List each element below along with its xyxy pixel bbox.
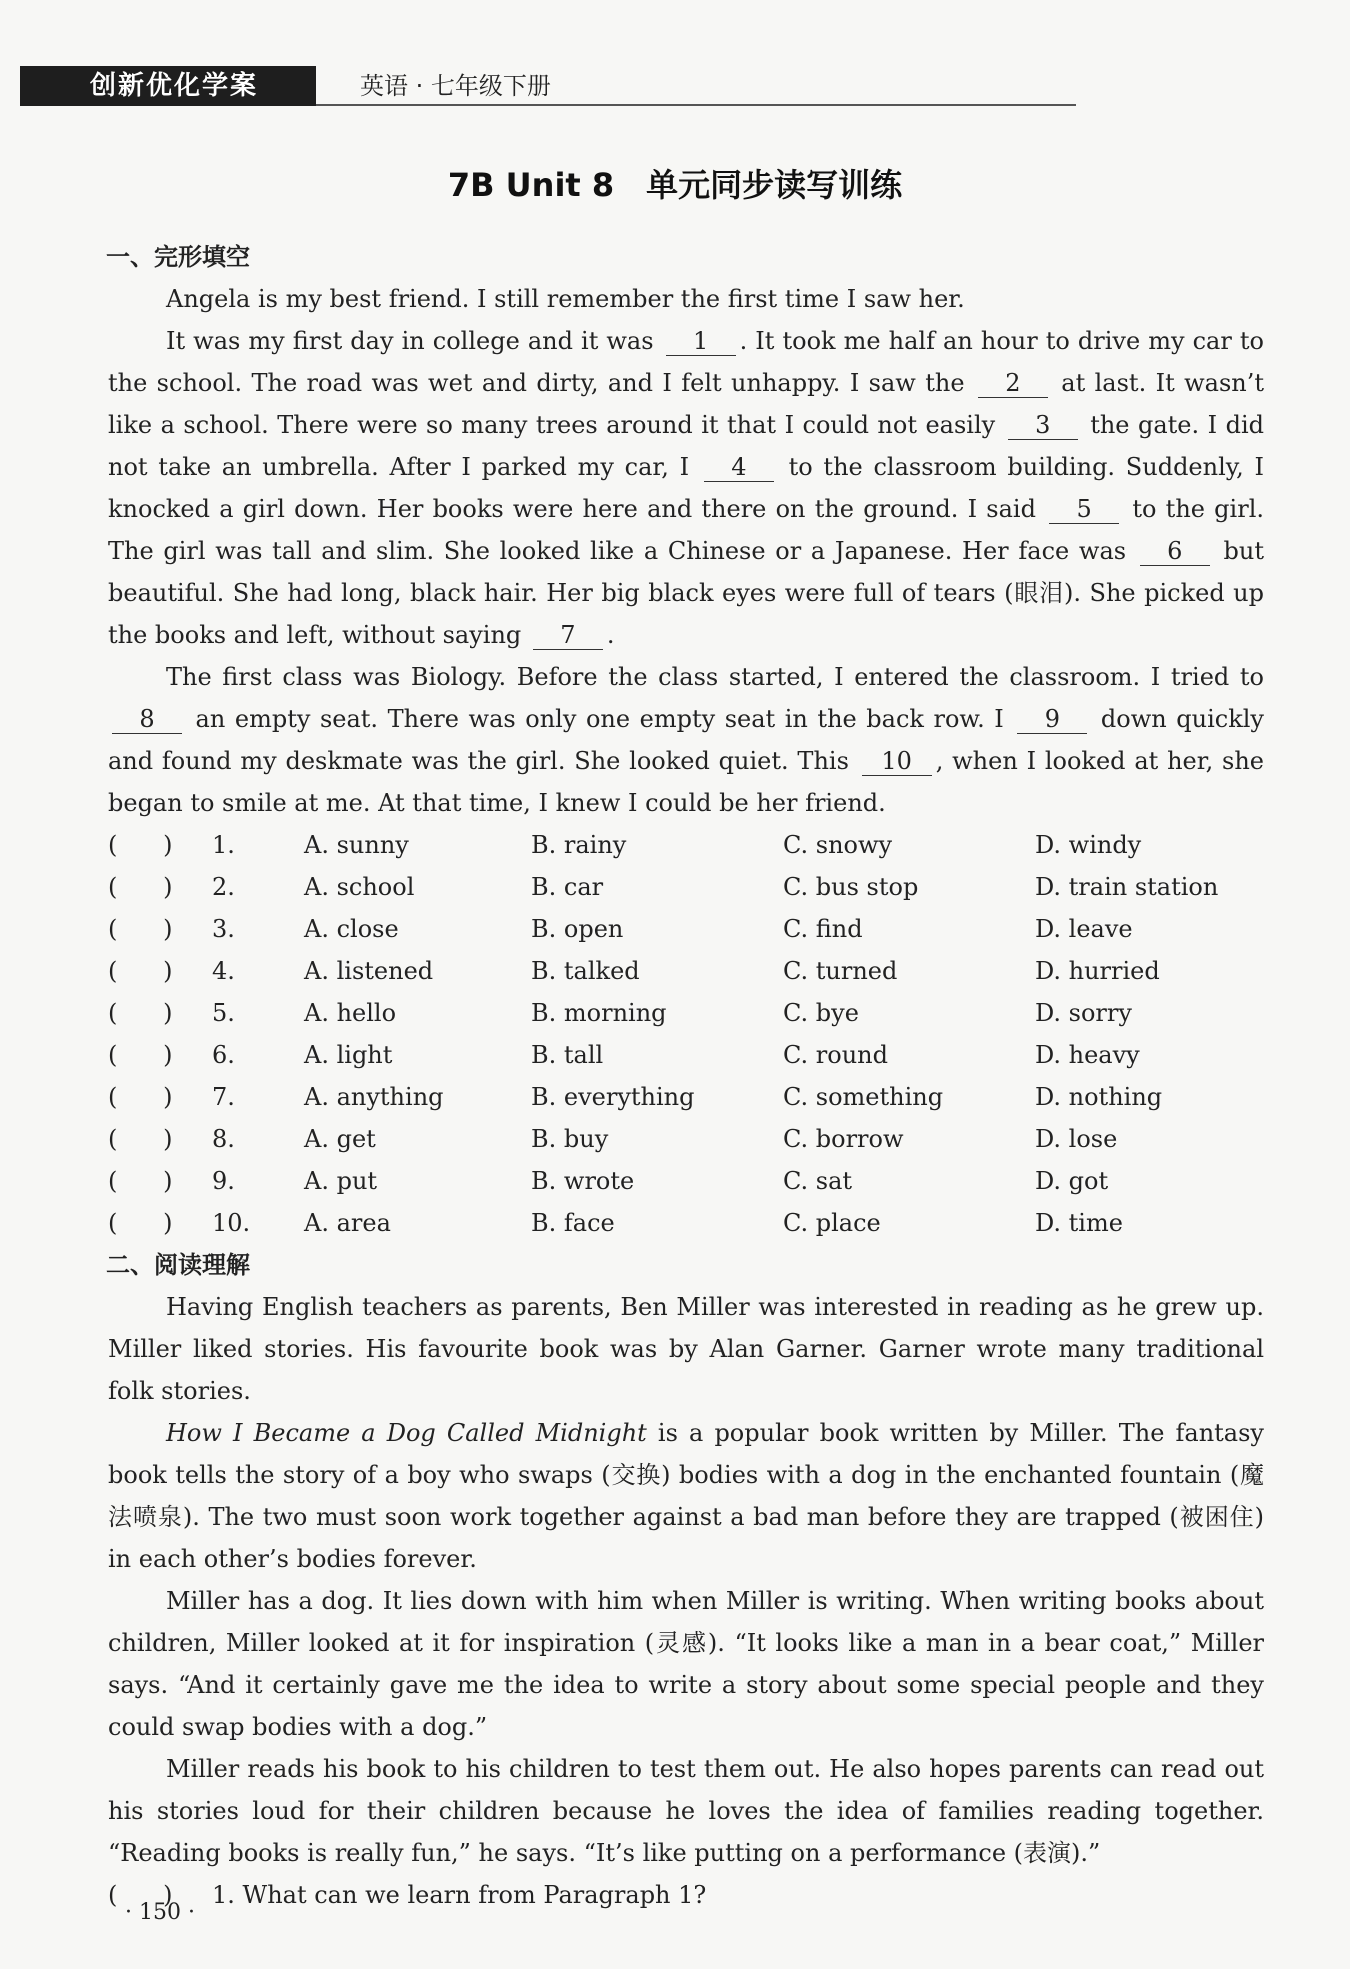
- option-c[interactable]: C. bus stop: [783, 873, 919, 901]
- option-b[interactable]: B. morning: [531, 999, 667, 1027]
- option-d[interactable]: D. sorry: [1035, 999, 1132, 1027]
- header-divider: [316, 104, 1076, 106]
- question-row: [108, 1034, 1264, 1076]
- text-segment: the gate. I did not take an umbrella. After I parked my car, I: [108, 411, 1265, 481]
- option-b[interactable]: B. buy: [531, 1125, 609, 1153]
- answer-bracket[interactable]: ( ): [108, 1125, 173, 1153]
- option-d[interactable]: D. nothing: [1035, 1083, 1163, 1111]
- option-c[interactable]: C. round: [783, 1041, 888, 1069]
- question-number: 10.: [212, 1209, 251, 1237]
- reading-paragraph-4: Miller reads his book to his children to test them out. He also hopes parents can read out his stories loud for their children because he loves the idea of families reading together. “Reading books is really fun,” he says. “It’s like putting on a performance (表演).”: [108, 1755, 1264, 1867]
- option-b[interactable]: B. everything: [531, 1083, 695, 1111]
- option-d[interactable]: D. heavy: [1035, 1041, 1140, 1069]
- text-segment: an empty seat. There was only one empty seat in the back row. I: [186, 705, 1014, 733]
- option-a[interactable]: A. light: [304, 1041, 393, 1069]
- option-a[interactable]: A. get: [304, 1125, 376, 1153]
- option-b[interactable]: B. wrote: [531, 1167, 635, 1195]
- answer-bracket[interactable]: ( ): [108, 1209, 173, 1237]
- cloze-questions: [108, 824, 1264, 1244]
- option-a[interactable]: A. listened: [304, 957, 434, 985]
- question-number: 8.: [212, 1125, 235, 1153]
- option-c[interactable]: C. something: [783, 1083, 944, 1111]
- option-c[interactable]: C. place: [783, 1209, 881, 1237]
- main-content: [108, 236, 1264, 1916]
- reading-paragraph-2: [108, 1412, 1264, 1580]
- option-a[interactable]: A. school: [304, 873, 415, 901]
- option-a[interactable]: A. anything: [304, 1083, 444, 1111]
- subject-label: 英语 · 七年级下册: [360, 72, 551, 100]
- blank-8[interactable]: 8: [112, 705, 182, 734]
- blank-4[interactable]: 4: [704, 453, 774, 482]
- text-segment: but beautiful. She had long, black hair. Her big black eyes were full of tears (眼泪). She picked up the books and left, without saying: [108, 537, 1264, 649]
- section-heading-cloze: 一、完形填空: [106, 243, 250, 271]
- reading-question-row: [108, 1874, 1264, 1916]
- question-number: 9.: [212, 1167, 235, 1195]
- text-segment: down quickly and found my deskmate was the girl. She looked quiet. This: [108, 705, 1264, 775]
- option-d[interactable]: D. train station: [1035, 873, 1219, 901]
- reading-paragraph-3: Miller has a dog. It lies down with him when Miller is writing. When writing books about children, Miller looked at it for inspiration (灵感). “It looks like a man in a bear coat,” Miller says. “And it certainly gave me the idea to write a story about some special people and they could swap bodies with a dog.”: [108, 1587, 1264, 1741]
- question-row: [108, 992, 1264, 1034]
- answer-bracket[interactable]: ( ): [108, 1083, 173, 1111]
- blank-2[interactable]: 2: [978, 369, 1048, 398]
- option-c[interactable]: C. turned: [783, 957, 898, 985]
- page-title: 7B Unit 8 单元同步读写训练: [447, 166, 903, 204]
- answer-bracket[interactable]: ( ): [108, 1881, 173, 1909]
- cloze-paragraph-2: [108, 320, 1264, 656]
- section-heading-reading: 二、阅读理解: [106, 1251, 250, 1279]
- option-b[interactable]: B. rainy: [531, 831, 627, 859]
- question-number: 4.: [212, 957, 235, 985]
- option-a[interactable]: A. close: [304, 915, 399, 943]
- option-d[interactable]: D. got: [1035, 1167, 1109, 1195]
- option-b[interactable]: B. car: [531, 873, 604, 901]
- option-c[interactable]: C. find: [783, 915, 863, 943]
- text-segment: to the classroom building. Suddenly, I knocked a girl down. Her books were here and there on the ground. I said: [108, 453, 1264, 523]
- question-row: [108, 866, 1264, 908]
- answer-bracket[interactable]: ( ): [108, 915, 173, 943]
- blank-9[interactable]: 9: [1017, 705, 1087, 734]
- question-row: [108, 1118, 1264, 1160]
- cloze-paragraph-3: [108, 656, 1264, 824]
- page-number: · 150 ·: [125, 1900, 195, 1925]
- option-b[interactable]: B. talked: [531, 957, 640, 985]
- blank-3[interactable]: 3: [1008, 411, 1078, 440]
- text-segment: The first class was Biology. Before the class started, I entered the classroom. I tried to: [166, 663, 1264, 691]
- book-title: How I Became a Dog Called Midnight: [166, 1419, 647, 1447]
- option-a[interactable]: A. put: [304, 1167, 378, 1195]
- option-d[interactable]: D. hurried: [1035, 957, 1160, 985]
- question-number: 7.: [212, 1083, 235, 1111]
- question-row: [108, 908, 1264, 950]
- question-number: 5.: [212, 999, 235, 1027]
- text-segment: to the girl. The girl was tall and slim. She looked like a Chinese or a Japanese. Her face was: [108, 495, 1265, 565]
- answer-bracket[interactable]: ( ): [108, 831, 173, 859]
- text-segment: is a popular book written by Miller. The fantasy book tells the story of a boy who swaps (交换) bodies with a dog in the enchanted fountain (魔法喷泉). The two must soon work together against a bad man before they are trapped (被困住) in each other’s bodies forever.: [108, 1419, 1264, 1573]
- answer-bracket[interactable]: ( ): [108, 957, 173, 985]
- question-number: 3.: [212, 915, 235, 943]
- question-number: 1.: [212, 831, 235, 859]
- option-d[interactable]: D. leave: [1035, 915, 1133, 943]
- text-segment: .: [606, 621, 615, 649]
- option-d[interactable]: D. windy: [1035, 831, 1142, 859]
- question-row: [108, 950, 1264, 992]
- text-segment: . It took me half an hour to drive my car to the school. The road was wet and dirty, and I felt unhappy. I saw the: [108, 327, 1264, 397]
- brand-banner: 创新优化学案: [20, 66, 316, 106]
- question-row: [108, 1160, 1264, 1202]
- question-row: [108, 1076, 1264, 1118]
- question-row: [108, 1202, 1264, 1244]
- cloze-paragraph-1: Angela is my best friend. I still remember the first time I saw her.: [166, 285, 965, 313]
- answer-bracket[interactable]: ( ): [108, 1041, 173, 1069]
- option-a[interactable]: A. hello: [304, 999, 397, 1027]
- page-header: [20, 62, 1070, 108]
- option-d[interactable]: D. lose: [1035, 1125, 1118, 1153]
- option-a[interactable]: A. area: [304, 1209, 391, 1237]
- blank-7[interactable]: 7: [533, 621, 603, 650]
- text-segment: It was my first day in college and it was: [166, 327, 662, 355]
- option-b[interactable]: B. tall: [531, 1041, 604, 1069]
- option-d[interactable]: D. time: [1035, 1209, 1123, 1237]
- blank-6[interactable]: 6: [1140, 537, 1210, 566]
- blank-5[interactable]: 5: [1049, 495, 1119, 524]
- option-c[interactable]: C. snowy: [783, 831, 893, 859]
- text-segment: at last. It wasn’t like a school. There were so many trees around it that I could not easily: [108, 369, 1264, 439]
- answer-bracket[interactable]: ( ): [108, 1167, 173, 1195]
- option-c[interactable]: C. sat: [783, 1167, 853, 1195]
- question-number: 2.: [212, 873, 235, 901]
- text-segment: , when I looked at her, she began to smile at me. At that time, I knew I could be her friend.: [108, 747, 1264, 817]
- reading-paragraph-1: Having English teachers as parents, Ben Miller was interested in reading as he grew up. Miller liked stories. His favourite book was by Alan Garner. Garner wrote many traditional folk stories.: [108, 1293, 1264, 1405]
- question-row: [108, 824, 1264, 866]
- blank-10[interactable]: 10: [862, 747, 932, 776]
- answer-bracket[interactable]: ( ): [108, 999, 173, 1027]
- option-a[interactable]: A. sunny: [304, 831, 409, 859]
- option-c[interactable]: C. bye: [783, 999, 859, 1027]
- option-c[interactable]: C. borrow: [783, 1125, 904, 1153]
- option-b[interactable]: B. face: [531, 1209, 615, 1237]
- question-text: 1. What can we learn from Paragraph 1?: [212, 1881, 707, 1909]
- answer-bracket[interactable]: ( ): [108, 873, 173, 901]
- blank-1[interactable]: 1: [666, 327, 736, 356]
- option-b[interactable]: B. open: [531, 915, 624, 943]
- question-number: 6.: [212, 1041, 235, 1069]
